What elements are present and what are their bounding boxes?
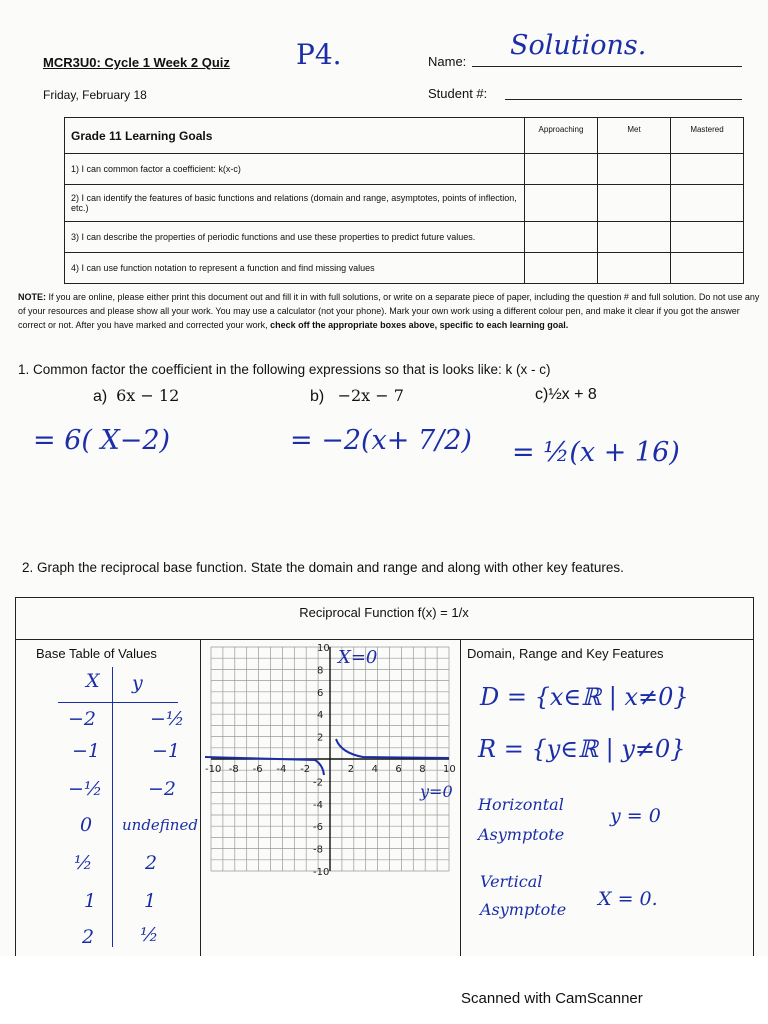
quiz-date: Friday, February 18 — [43, 88, 147, 102]
note-body: If you are online, please either print this document out and fill it in with full solutions, or write on a separate piece of paper, including the question # and full solution. Do not use any of your resources and please show all your work. You may use a calculator (not your phone). Mark your own work using a different colour pen, and make it clear if you got the answer correct or not. After you have marked and corrected your work, — [18, 292, 760, 330]
goals-title: Grade 11 Learning Goals — [65, 118, 525, 154]
instructions-note — [18, 290, 768, 332]
table-x-value: −2 — [68, 708, 97, 730]
table-y-value: 1 — [144, 890, 157, 912]
y-tick-label: -10 — [313, 867, 330, 878]
x-tick-label: 2 — [347, 764, 355, 775]
learning-goals-table — [64, 117, 744, 284]
table-x-value: −½ — [68, 778, 103, 800]
box-divider-left — [200, 639, 201, 956]
q1-part-c — [535, 386, 597, 404]
goal-row — [65, 253, 744, 284]
student-number-line — [505, 99, 742, 100]
reciprocal-graph — [203, 641, 458, 953]
checkbox-mastered[interactable] — [671, 222, 744, 253]
features-heading: Domain, Range and Key Features — [467, 646, 664, 661]
x-tick-label: -8 — [228, 764, 239, 775]
table-rule-vertical — [112, 667, 113, 947]
part-expression: ½x + 8 — [548, 386, 597, 403]
function-title: Reciprocal Function f(x) = 1/x — [299, 605, 469, 620]
note-emphasis: check off the appropriate boxes above, specific to each learning goal. — [270, 320, 569, 330]
x-tick-label: 10 — [443, 764, 456, 775]
level-mastered: Mastered — [671, 118, 744, 154]
vertical-asymptote-text: Vertical Asymptote — [480, 872, 567, 919]
q1-answer-a: = 6( X−2) — [33, 425, 171, 456]
table-y-value: −2 — [148, 778, 177, 800]
horizontal-asymptote-text: Horizontal Asymptote — [478, 795, 565, 844]
x-tick-label: 6 — [395, 764, 402, 775]
domain-statement: D = {x∈ℝ | x≠0} — [480, 683, 689, 711]
checkbox-met[interactable] — [598, 154, 671, 185]
checkbox-met[interactable] — [598, 222, 671, 253]
y-tick-label: 2 — [317, 732, 324, 744]
y-tick-label: 10 — [317, 643, 330, 654]
table-heading: Base Table of Values — [36, 646, 157, 661]
level-approaching: Approaching — [525, 118, 598, 154]
part-expression: −2x − 7 — [337, 386, 404, 405]
goal-text: 3) I can describe the properties of periodic functions and use these properties to predict future values. — [65, 222, 525, 253]
x-tick-label: 4 — [371, 764, 378, 775]
scanner-text: Scanned with CamScanner — [461, 990, 643, 1007]
checkbox-mastered[interactable] — [671, 185, 744, 222]
question-2-prompt: 2. Graph the reciprocal base function. State the domain and range and along with other key features. — [22, 560, 624, 575]
course-title: MCR3U0: Cycle 1 Week 2 Quiz — [43, 55, 230, 70]
table-x-value: −1 — [72, 740, 101, 762]
vertical-asymptote-label: X=0 — [338, 647, 378, 668]
y-tick-label: 6 — [317, 687, 324, 699]
level-met: Met — [598, 118, 671, 154]
part-label: a) — [93, 388, 108, 405]
table-header-y: y — [132, 672, 143, 694]
question-1-prompt: 1. Common factor the coefficient in the following expressions so that is looks like: k (x - c) — [18, 362, 551, 377]
part-expression: 6x − 12 — [116, 386, 180, 405]
checkbox-approaching[interactable] — [525, 185, 598, 222]
table-x-value: 1 — [84, 890, 97, 912]
table-y-value: −1 — [152, 740, 181, 762]
x-tick-label: 8 — [419, 764, 426, 775]
scanner-footer — [0, 956, 768, 1024]
checkbox-mastered[interactable] — [671, 253, 744, 284]
table-rule-horizontal — [58, 702, 178, 703]
table-x-value: 2 — [82, 926, 95, 948]
checkbox-approaching[interactable] — [525, 253, 598, 284]
name-value: Solutions. — [510, 30, 647, 61]
checkbox-approaching[interactable] — [525, 154, 598, 185]
curve-positive-branch — [336, 739, 449, 758]
y-tick-label: -2 — [313, 777, 323, 789]
student-number-label: Student #: — [428, 86, 488, 101]
y-tick-label: 4 — [317, 710, 324, 722]
x-tick-label: -2 — [300, 764, 311, 775]
q1-part-b — [310, 386, 404, 406]
part-label: b) — [310, 388, 325, 405]
checkbox-mastered[interactable] — [671, 154, 744, 185]
checkbox-met[interactable] — [598, 253, 671, 284]
note-label: NOTE: — [18, 292, 46, 302]
x-tick-label: -4 — [276, 764, 287, 775]
checkbox-approaching[interactable] — [525, 222, 598, 253]
checkbox-met[interactable] — [598, 185, 671, 222]
table-x-value: 0 — [80, 814, 93, 836]
goal-row — [65, 154, 744, 185]
q1-part-a — [93, 386, 179, 406]
box-divider-right — [460, 639, 461, 956]
page-mark: P4. — [296, 38, 342, 71]
y-tick-label: 8 — [317, 665, 324, 677]
name-line — [472, 66, 742, 67]
vertical-asymptote-value: X = 0. — [598, 888, 658, 910]
name-label: Name: — [428, 54, 467, 69]
part-label: c) — [535, 386, 549, 403]
y-tick-label: -6 — [313, 822, 323, 834]
table-y-value: undefined — [122, 816, 198, 834]
table-y-value: 2 — [145, 852, 158, 874]
table-y-value: −½ — [150, 708, 185, 730]
horizontal-asymptote-value: y = 0 — [610, 805, 661, 827]
range-statement: R = {y∈ℝ | y≠0} — [478, 735, 686, 763]
goal-text: 1) I can common factor a coefficient: k(x-c) — [65, 154, 525, 185]
goal-row — [65, 185, 744, 222]
horizontal-asymptote-label: y=0 — [420, 782, 453, 801]
box-divider-horizontal — [15, 639, 753, 640]
table-x-value: ½ — [74, 852, 93, 874]
goal-text: 2) I can identify the features of basic functions and relations (domain and range, asymptotes, points of inflection, etc.) — [65, 185, 525, 222]
x-tick-label: -10 — [205, 764, 222, 775]
y-tick-label: -8 — [313, 844, 323, 856]
q1-answer-b: = −2(x+ 7/2) — [290, 425, 472, 456]
table-header-x: X — [86, 670, 100, 692]
goal-row — [65, 222, 744, 253]
q1-answer-c: = ½(x + 16) — [512, 437, 680, 468]
table-y-value: ½ — [140, 924, 159, 946]
x-tick-label: -6 — [252, 764, 263, 775]
y-tick-label: -4 — [313, 799, 323, 811]
goal-text: 4) I can use function notation to represent a function and find missing values — [65, 253, 525, 284]
